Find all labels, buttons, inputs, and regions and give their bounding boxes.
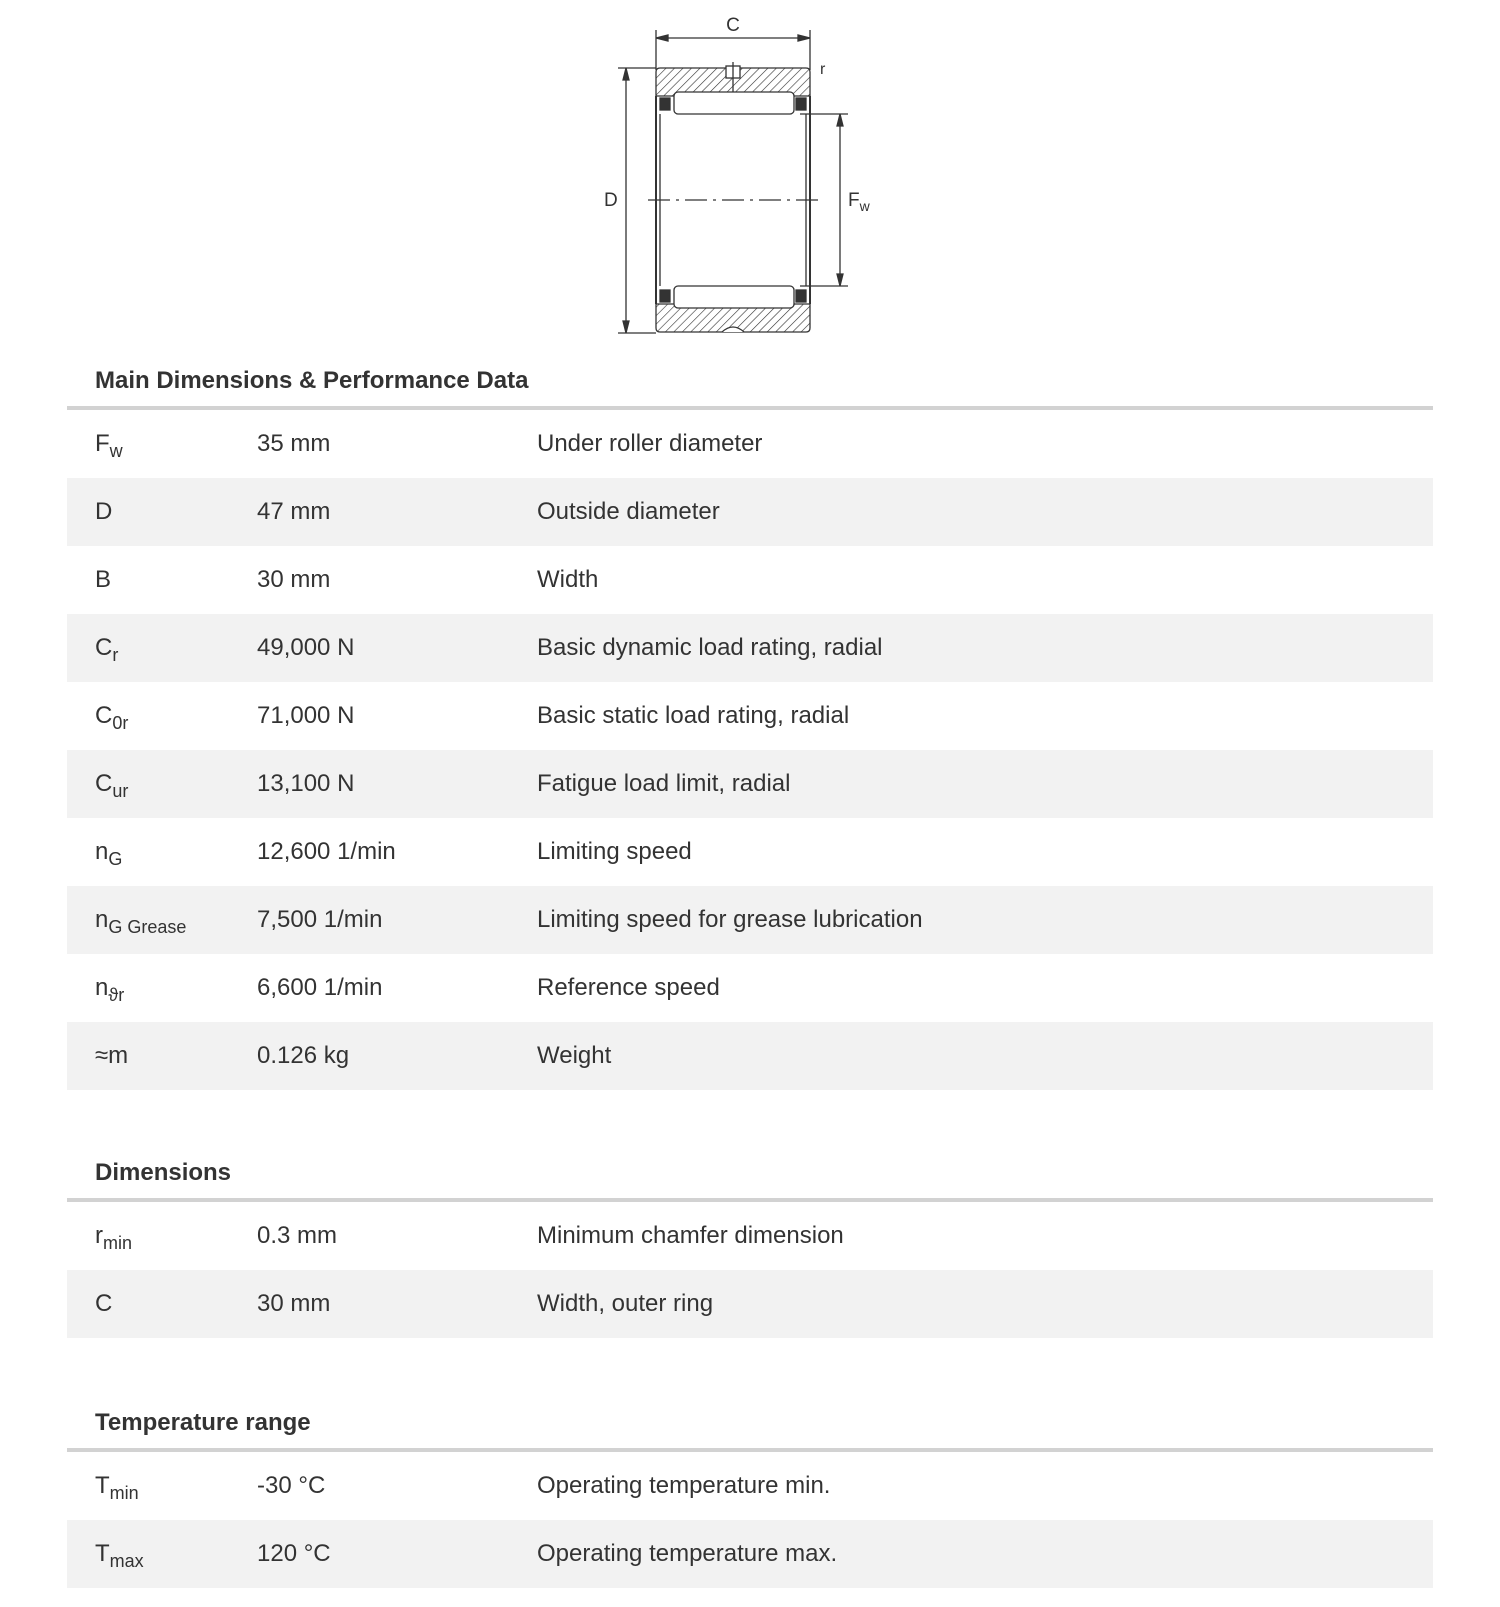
row-symbol: $n_{ϑr}$ xyxy=(95,974,125,1005)
bearing-drawing-svg xyxy=(590,8,910,348)
section-temperature-range xyxy=(67,1398,1433,1588)
row-value: 0.126 kg xyxy=(257,1042,350,1069)
row-symbol: $T_{max}$ xyxy=(95,1540,144,1571)
table-row xyxy=(67,546,1433,614)
table-row xyxy=(67,410,1433,478)
row-value: 71,000 N xyxy=(257,702,355,729)
data-table xyxy=(67,410,1433,1090)
table-row xyxy=(67,614,1433,682)
row-value: 12,600 1/min xyxy=(257,838,396,865)
row-description: Width, outer ring xyxy=(537,1290,714,1317)
row-value: 6,600 1/min xyxy=(257,974,383,1001)
drawing-label-fw: $F_w$ xyxy=(848,190,870,214)
row-symbol: B xyxy=(95,566,112,593)
row-description: Fatigue load limit, radial xyxy=(537,770,791,797)
row-symbol: $T_{min}$ xyxy=(95,1472,139,1503)
section-dimensions xyxy=(67,1148,1433,1338)
table-row xyxy=(67,1452,1433,1520)
bearing-drawing xyxy=(590,8,910,348)
section-title: Temperature range xyxy=(95,1409,311,1436)
row-description: Limiting speed xyxy=(537,838,692,865)
table-row xyxy=(67,1022,1433,1090)
row-value: 35 mm xyxy=(257,430,331,457)
row-description: Operating temperature max. xyxy=(537,1540,838,1567)
row-value: 30 mm xyxy=(257,1290,331,1317)
row-symbol: $C_{0r}$ xyxy=(95,702,129,733)
row-symbol: $r_{min}$ xyxy=(95,1222,133,1253)
row-value: 30 mm xyxy=(257,566,331,593)
row-symbol: $C_r$ xyxy=(95,634,119,665)
table-row xyxy=(67,886,1433,954)
row-value: 0.3 mm xyxy=(257,1222,338,1249)
row-symbol: $C_{ur}$ xyxy=(95,770,129,801)
row-description: Minimum chamfer dimension xyxy=(537,1222,844,1249)
data-table xyxy=(67,1452,1433,1588)
row-symbol: ≈m xyxy=(95,1042,129,1069)
drawing-label-d: D xyxy=(604,190,618,211)
table-row xyxy=(67,1270,1433,1338)
table-row xyxy=(67,818,1433,886)
section-title: Dimensions xyxy=(95,1159,232,1186)
row-symbol: $n_{G Grease}$ xyxy=(95,906,187,937)
row-value: -30 °C xyxy=(257,1472,326,1499)
row-value: 47 mm xyxy=(257,498,331,525)
row-value: 49,000 N xyxy=(257,634,355,661)
row-value: 7,500 1/min xyxy=(257,906,383,933)
row-symbol: D xyxy=(95,498,113,525)
row-description: Basic dynamic load rating, radial xyxy=(537,634,883,661)
table-row xyxy=(67,1202,1433,1270)
row-description: Weight xyxy=(537,1042,612,1069)
row-description: Width xyxy=(537,566,599,593)
section-title: Main Dimensions & Performance Data xyxy=(95,367,529,394)
row-description: Reference speed xyxy=(537,974,720,1001)
table-row xyxy=(67,478,1433,546)
row-description: Under roller diameter xyxy=(537,430,763,457)
row-value: 13,100 N xyxy=(257,770,355,797)
row-description: Limiting speed for grease lubrication xyxy=(537,906,923,933)
data-table xyxy=(67,1202,1433,1338)
drawing-label-c: C xyxy=(726,15,740,36)
row-symbol: $F_w$ xyxy=(95,430,123,461)
row-symbol: $n_G$ xyxy=(95,838,123,869)
table-row xyxy=(67,750,1433,818)
row-value: 120 °C xyxy=(257,1540,331,1567)
row-description: Operating temperature min. xyxy=(537,1472,831,1499)
drawing-label-r: r xyxy=(820,61,826,78)
row-description: Outside diameter xyxy=(537,498,720,525)
section-main-dimensions xyxy=(67,356,1433,1090)
table-row xyxy=(67,1520,1433,1588)
row-symbol: C xyxy=(95,1290,113,1317)
row-description: Basic static load rating, radial xyxy=(537,702,850,729)
table-row xyxy=(67,682,1433,750)
table-row xyxy=(67,954,1433,1022)
